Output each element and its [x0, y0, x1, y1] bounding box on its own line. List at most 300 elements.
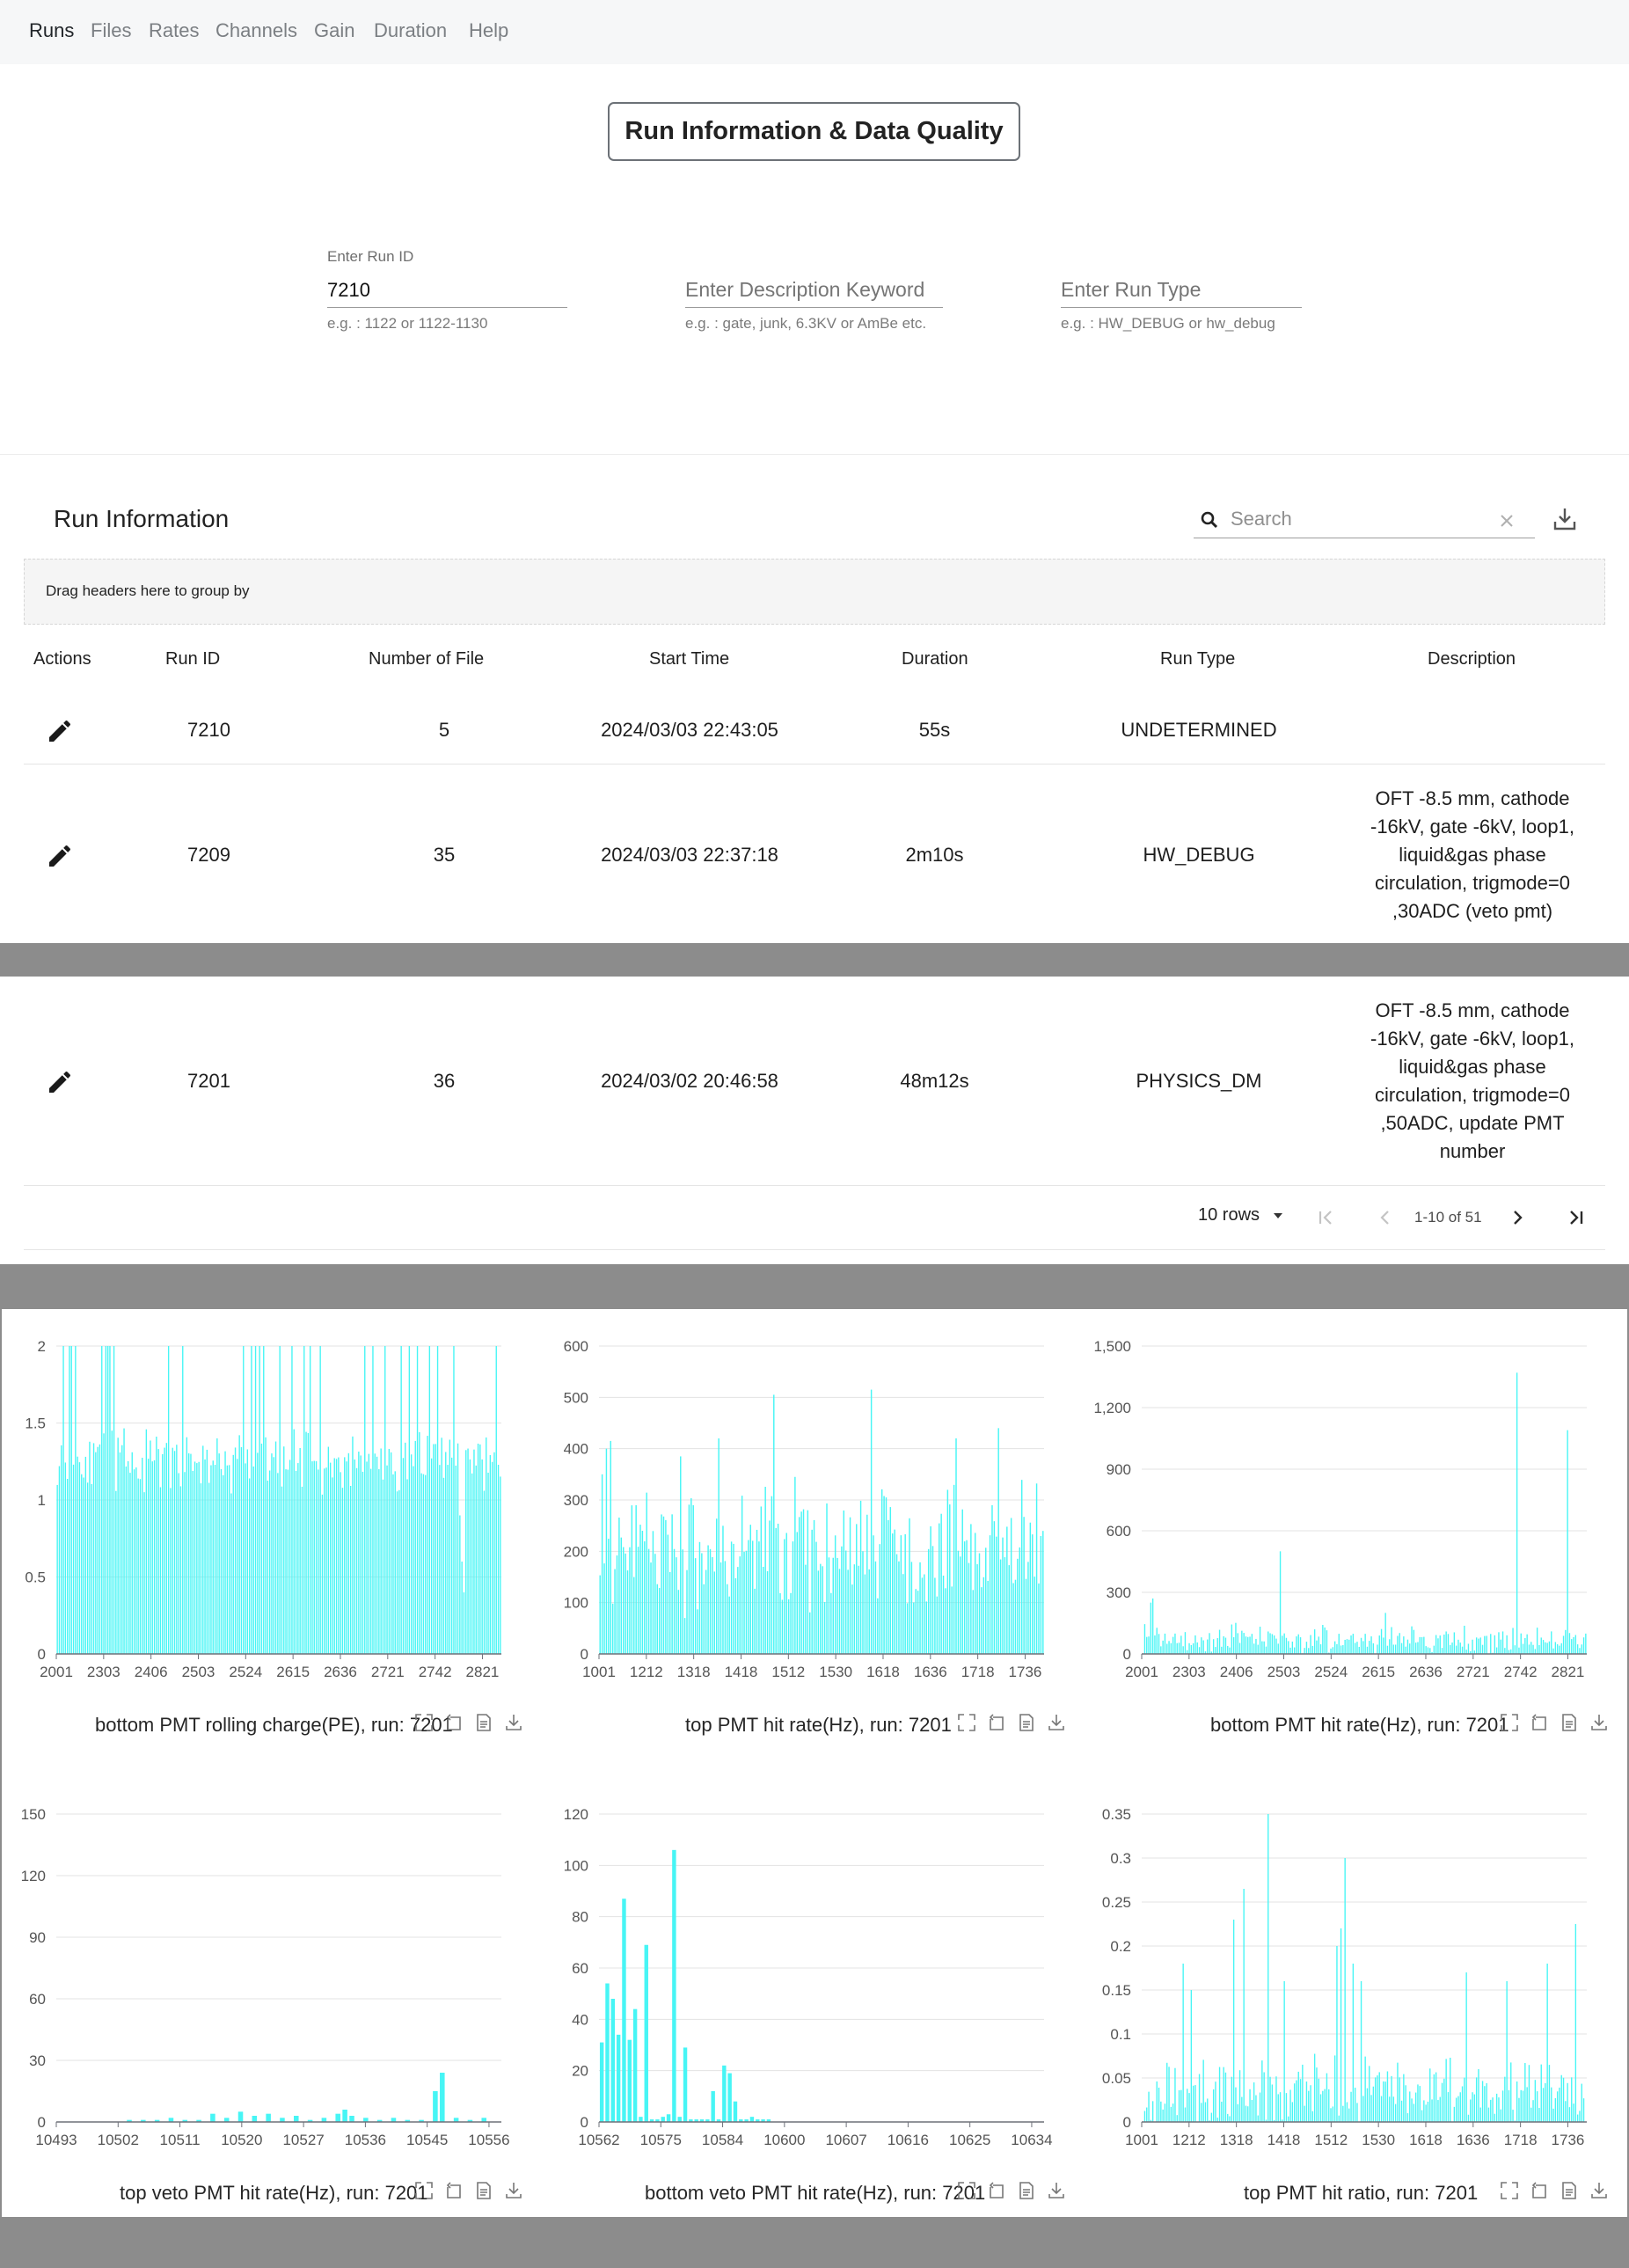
bar: [1462, 2086, 1463, 2122]
search-input[interactable]: [1231, 505, 1486, 533]
bar: [1395, 1644, 1396, 1654]
bar: [1362, 1641, 1363, 1654]
bar: [59, 1467, 60, 1654]
bar: [1364, 2057, 1365, 2122]
bar: [621, 1538, 622, 1654]
run-type-hint: e.g. : HW_DEBUG or hw_debug: [1061, 315, 1275, 332]
bar: [907, 1603, 908, 1654]
bar: [824, 1602, 825, 1654]
bar: [1023, 1517, 1024, 1654]
bar: [1488, 2108, 1489, 2122]
bar: [693, 1505, 694, 1654]
group-by-area[interactable]: [24, 559, 1605, 625]
rows-per-page-select[interactable]: [1198, 1205, 1284, 1225]
col-duration[interactable]: Duration: [902, 649, 968, 669]
bar: [238, 1435, 239, 1654]
nav-help[interactable]: Help: [469, 19, 509, 41]
bar: [1197, 1642, 1198, 1654]
bar: [255, 1346, 256, 1654]
bar: [1502, 2090, 1503, 2122]
prev-page-icon[interactable]: [1372, 1204, 1399, 1231]
bar: [1233, 1637, 1234, 1654]
bar: [243, 1346, 244, 1654]
bar: [435, 1444, 436, 1654]
restore-icon[interactable]: [986, 2180, 1007, 2201]
bar: [1320, 2094, 1321, 2122]
data-view-icon[interactable]: [1016, 1712, 1037, 1733]
bar: [1411, 2098, 1412, 2122]
x-tick-label: 2721: [370, 1664, 405, 1680]
nav-gain[interactable]: Gain: [314, 19, 355, 41]
bar: [140, 1479, 141, 1654]
bar: [1381, 1629, 1382, 1654]
x-tick-label: 1001: [582, 1664, 616, 1680]
edit-icon[interactable]: [46, 717, 74, 745]
bar: [1202, 2059, 1203, 2122]
description-line: OFT -8.5 mm, cathode: [1375, 787, 1570, 809]
last-page-icon[interactable]: [1562, 1204, 1589, 1231]
data-view-icon[interactable]: [1559, 1712, 1580, 1733]
bar: [1171, 1643, 1172, 1654]
bar: [83, 1477, 84, 1654]
bar: [202, 1445, 203, 1654]
bar: [1470, 2099, 1471, 2122]
bar: [297, 1463, 298, 1654]
col-run-type[interactable]: Run Type: [1160, 649, 1236, 669]
bar: [210, 1466, 211, 1654]
bar: [1006, 1526, 1007, 1654]
bar: [1217, 1638, 1218, 1654]
y-tick-label: 2: [37, 1338, 46, 1355]
data-view-icon[interactable]: [1559, 2180, 1580, 2201]
bar: [1326, 1630, 1327, 1654]
restore-icon[interactable]: [1529, 2180, 1550, 2201]
bar: [383, 1480, 384, 1654]
bar: [697, 1609, 698, 1654]
bar: [1312, 1646, 1313, 1654]
bar: [1405, 1647, 1406, 1654]
bar: [360, 1455, 361, 1654]
bar: [1448, 1634, 1449, 1654]
nav-channels[interactable]: Channels: [215, 19, 297, 41]
bar: [960, 1556, 961, 1654]
bar: [1415, 2093, 1416, 2122]
bar: [1579, 1648, 1580, 1654]
x-tick-label: 10600: [763, 2132, 806, 2148]
y-tick-label: 1: [37, 1492, 46, 1509]
bar: [1334, 1642, 1335, 1654]
bar: [93, 1443, 94, 1654]
bar: [930, 1526, 931, 1654]
bar: [1549, 2065, 1550, 2122]
bar: [445, 1452, 446, 1654]
bar: [281, 1487, 282, 1654]
bar: [1221, 2102, 1222, 2122]
description-line: circulation, trigmode=0: [1375, 1084, 1570, 1106]
run-type-input[interactable]: [1061, 273, 1302, 308]
page-range: 1-10 of 51: [1414, 1209, 1482, 1225]
x-tick-label: 2406: [1219, 1664, 1253, 1680]
bar: [148, 1459, 149, 1654]
bar: [433, 1444, 434, 1654]
x-tick-label: 10493: [35, 2132, 77, 2148]
bar: [1225, 1638, 1226, 1654]
bar: [1166, 2063, 1167, 2122]
x-tick-label: 2721: [1456, 1664, 1490, 1680]
bar: [1263, 1642, 1264, 1654]
bar: [1339, 1634, 1340, 1654]
zoom-icon[interactable]: [413, 2180, 435, 2201]
bar: [771, 1496, 772, 1654]
bar: [896, 1555, 897, 1654]
x-tick-label: 2503: [181, 1664, 215, 1680]
y-tick-label: 0.2: [1110, 1938, 1131, 1955]
col-description[interactable]: Description: [1428, 649, 1516, 669]
bar: [1288, 1641, 1289, 1654]
restore-icon[interactable]: [986, 1712, 1007, 1733]
download-icon[interactable]: [1551, 505, 1579, 533]
restore-icon[interactable]: [1529, 1712, 1550, 1733]
bar: [1278, 1643, 1279, 1654]
bar: [728, 1597, 729, 1654]
bar: [439, 1465, 440, 1654]
bar: [1171, 2107, 1172, 2122]
bar: [1298, 1635, 1299, 1654]
bar: [1185, 1632, 1186, 1654]
bar: [1233, 1920, 1234, 2122]
save-image-icon[interactable]: [1589, 2180, 1610, 2201]
col-run-id[interactable]: Run ID: [165, 649, 221, 669]
bar: [809, 1613, 810, 1654]
bar: [335, 2114, 340, 2122]
bar: [1179, 1642, 1180, 1654]
bar: [648, 1549, 649, 1654]
bar: [1532, 2100, 1533, 2122]
bar: [1300, 2079, 1301, 2122]
bar: [61, 1445, 62, 1654]
bar: [1336, 1644, 1337, 1654]
bar: [1478, 1639, 1479, 1654]
bar: [752, 1540, 753, 1654]
zoom-icon[interactable]: [1499, 2180, 1520, 2201]
bar: [162, 1454, 163, 1654]
table-search: [1194, 501, 1535, 538]
next-page-icon[interactable]: [1504, 1204, 1530, 1231]
edit-icon[interactable]: [46, 1068, 74, 1096]
bar: [1278, 2094, 1279, 2122]
bar: [1292, 2102, 1293, 2122]
bar: [235, 1447, 236, 1654]
bar: [1157, 1628, 1158, 1654]
bar: [354, 1460, 355, 1654]
data-view-icon[interactable]: [1016, 2180, 1037, 2201]
clear-search-icon[interactable]: [1498, 512, 1516, 530]
bar: [1286, 1638, 1287, 1654]
bar: [1188, 2093, 1189, 2122]
nav-files[interactable]: Files: [91, 19, 132, 41]
bar: [1454, 2107, 1455, 2122]
bar: [1158, 1634, 1159, 1654]
bar: [1038, 1584, 1039, 1654]
bar: [1160, 1646, 1161, 1654]
cell-duration: 48m12s: [900, 1070, 969, 1092]
chart-bottom-veto-pmt-hit-rate: [543, 1796, 1070, 2166]
bar: [943, 1576, 944, 1654]
save-image-icon[interactable]: [503, 1712, 524, 1733]
bar: [121, 1445, 122, 1654]
nav-duration[interactable]: Duration: [374, 19, 448, 41]
bar: [1405, 2085, 1406, 2122]
bar: [1381, 2096, 1382, 2122]
bar: [1300, 1637, 1301, 1654]
y-tick-label: 600: [563, 1338, 588, 1355]
restore-icon[interactable]: [443, 2180, 464, 2201]
bar: [349, 2116, 354, 2122]
chart-title: top PMT hit rate(Hz), run: 7201: [685, 1714, 952, 1736]
col-number-of-file[interactable]: Number of File: [369, 649, 485, 669]
y-tick-label: 1,200: [1093, 1400, 1131, 1416]
bar: [1391, 1627, 1392, 1654]
cell-files: 35: [433, 844, 456, 866]
zoom-icon[interactable]: [1499, 1712, 1520, 1733]
cell-files: 36: [433, 1070, 456, 1092]
bar: [397, 1491, 398, 1654]
bar: [1353, 1964, 1354, 2122]
bar: [684, 1618, 685, 1654]
bar: [154, 1460, 155, 1654]
y-tick-label: 400: [563, 1440, 588, 1458]
bar: [1361, 1638, 1362, 1654]
bar: [303, 1346, 304, 1654]
bar: [779, 1593, 780, 1654]
x-tick-label: 10520: [221, 2132, 263, 2148]
bar: [498, 1465, 499, 1654]
bar: [1417, 1642, 1418, 1654]
bar: [750, 2117, 754, 2122]
save-image-icon[interactable]: [503, 2180, 524, 2201]
bar: [208, 1482, 209, 1654]
bar: [654, 1554, 655, 1654]
x-tick-label: 1718: [1503, 2132, 1538, 2148]
bar: [1445, 2059, 1446, 2122]
bar: [1442, 1648, 1443, 1654]
bar: [767, 1571, 768, 1654]
bar: [1261, 1642, 1262, 1654]
bar: [1347, 1639, 1348, 1654]
bar: [1227, 2114, 1228, 2122]
bar: [132, 1452, 133, 1654]
bar: [1275, 1639, 1276, 1654]
bar: [257, 1452, 258, 1654]
bar: [1146, 1637, 1147, 1654]
bar: [471, 1474, 472, 1654]
bar: [1557, 1644, 1558, 1654]
bar: [487, 1473, 488, 1654]
bar: [1373, 1643, 1374, 1654]
bar: [1583, 2098, 1584, 2122]
bar: [1504, 1648, 1505, 1654]
bar: [1573, 1637, 1574, 1654]
edit-icon[interactable]: [46, 842, 74, 870]
bar: [1286, 2093, 1287, 2122]
bar: [1199, 1647, 1200, 1654]
bar: [1498, 2097, 1499, 2122]
bar: [1180, 2090, 1181, 2122]
bar: [113, 1346, 114, 1654]
bar: [266, 2114, 271, 2122]
col-actions[interactable]: Actions: [33, 649, 91, 669]
keyword-field: [685, 248, 943, 336]
bar: [1431, 2099, 1432, 2122]
bar: [1561, 2075, 1562, 2122]
data-view-icon[interactable]: [473, 2180, 494, 2201]
cell-description: [1349, 997, 1596, 1166]
y-tick-label: 150: [20, 1806, 46, 1823]
bar: [746, 1551, 747, 1654]
bar: [958, 1551, 959, 1654]
bar: [188, 1453, 189, 1654]
bar: [1289, 2089, 1290, 2122]
bar: [1042, 1531, 1043, 1654]
bar: [71, 1346, 72, 1654]
bar: [1478, 2069, 1479, 2122]
bar: [898, 1562, 899, 1654]
bar: [966, 1540, 967, 1654]
save-image-icon[interactable]: [1046, 2180, 1067, 2201]
bar: [710, 1549, 711, 1654]
bar: [851, 1584, 852, 1654]
bar: [1506, 1981, 1507, 2122]
bar: [316, 1461, 317, 1654]
x-tick-label: 10527: [282, 2132, 325, 2148]
bar: [902, 1574, 903, 1654]
nav-rates[interactable]: Rates: [149, 19, 200, 41]
bar: [720, 1562, 721, 1654]
bar: [1401, 1643, 1402, 1654]
bar: [618, 1518, 619, 1654]
bar: [1538, 2108, 1539, 2122]
bar: [1541, 1637, 1542, 1654]
x-tick-label: 2821: [465, 1664, 500, 1680]
bar: [459, 1516, 460, 1655]
save-image-icon[interactable]: [1046, 1712, 1067, 1733]
bar: [1383, 1637, 1384, 1654]
bar: [1521, 2090, 1522, 2122]
bar: [926, 1601, 927, 1654]
bar: [1420, 1637, 1421, 1654]
save-image-icon[interactable]: [1589, 1712, 1610, 1733]
bar: [833, 1558, 834, 1654]
y-tick-label: 0: [580, 1646, 588, 1663]
bar: [711, 2091, 714, 2122]
bar: [1253, 2082, 1254, 2122]
bar: [871, 1390, 872, 1654]
description-line: liquid&gas phase: [1399, 844, 1546, 866]
chart-svg: [1085, 1328, 1613, 1698]
x-tick-label: 2503: [1267, 1664, 1301, 1680]
restore-icon[interactable]: [443, 1712, 464, 1733]
bar: [252, 2116, 258, 2122]
bar: [663, 1517, 664, 1654]
bar: [417, 1346, 418, 1654]
data-view-icon[interactable]: [473, 1712, 494, 1733]
bar: [1223, 2067, 1224, 2122]
y-tick-label: 1,500: [1093, 1338, 1131, 1355]
run-id-input[interactable]: [327, 273, 567, 308]
bar: [877, 1599, 878, 1654]
keyword-input[interactable]: [685, 273, 943, 308]
bar: [186, 1438, 187, 1654]
y-tick-label: 200: [563, 1543, 588, 1561]
bar: [1302, 2065, 1303, 2122]
x-tick-label: 10562: [578, 2132, 620, 2148]
bar: [1403, 2074, 1404, 2122]
bar: [395, 1471, 396, 1654]
bar: [1241, 1631, 1242, 1654]
bar: [1456, 2098, 1457, 2122]
bar: [314, 1461, 315, 1654]
bar: [322, 1495, 323, 1654]
bar: [1565, 2101, 1566, 2122]
zoom-icon[interactable]: [956, 1712, 977, 1733]
bar: [716, 1518, 717, 1654]
bar: [748, 1540, 749, 1654]
bar: [1543, 1640, 1544, 1654]
y-tick-label: 40: [572, 2011, 588, 2029]
zoom-icon[interactable]: [413, 1712, 435, 1733]
bar: [362, 1472, 363, 1654]
col-start-time[interactable]: Start Time: [649, 649, 730, 669]
bar: [722, 1525, 723, 1654]
bar: [1249, 1636, 1250, 1654]
bar: [1521, 1634, 1522, 1654]
bar: [1168, 2067, 1169, 2122]
cell-run-id: 7210: [187, 719, 230, 741]
y-tick-label: 900: [1106, 1461, 1131, 1478]
bar: [1401, 2101, 1402, 2122]
bar: [1152, 2101, 1153, 2122]
bar: [1530, 2108, 1531, 2122]
nav-runs[interactable]: Runs: [29, 19, 75, 41]
bar: [1535, 1649, 1536, 1654]
bar: [1340, 1645, 1341, 1654]
bar: [1577, 1644, 1578, 1654]
bar: [1482, 2081, 1483, 2122]
bar: [308, 1433, 309, 1654]
bar: [1575, 1635, 1576, 1654]
first-page-icon[interactable]: [1313, 1204, 1340, 1231]
chart-svg: [0, 1796, 528, 2166]
bar: [157, 1449, 158, 1654]
bar: [901, 1535, 902, 1654]
x-tick-label: 2303: [86, 1664, 121, 1680]
bar: [1532, 1645, 1533, 1654]
bar: [667, 2114, 670, 2122]
bar: [1415, 1642, 1416, 1654]
zoom-icon[interactable]: [956, 2180, 977, 2201]
bar: [370, 1469, 371, 1654]
bar: [916, 1589, 917, 1654]
bar: [1367, 2089, 1368, 2122]
bar: [1269, 1633, 1270, 1654]
table-title: Run Information: [54, 505, 230, 532]
bar: [398, 1490, 399, 1654]
bar: [733, 1544, 734, 1654]
chart-title: top veto PMT hit rate(Hz), run: 7201: [120, 2182, 428, 2204]
bar: [1310, 1635, 1311, 1654]
bar: [996, 1537, 997, 1654]
bar: [1261, 2060, 1262, 2122]
